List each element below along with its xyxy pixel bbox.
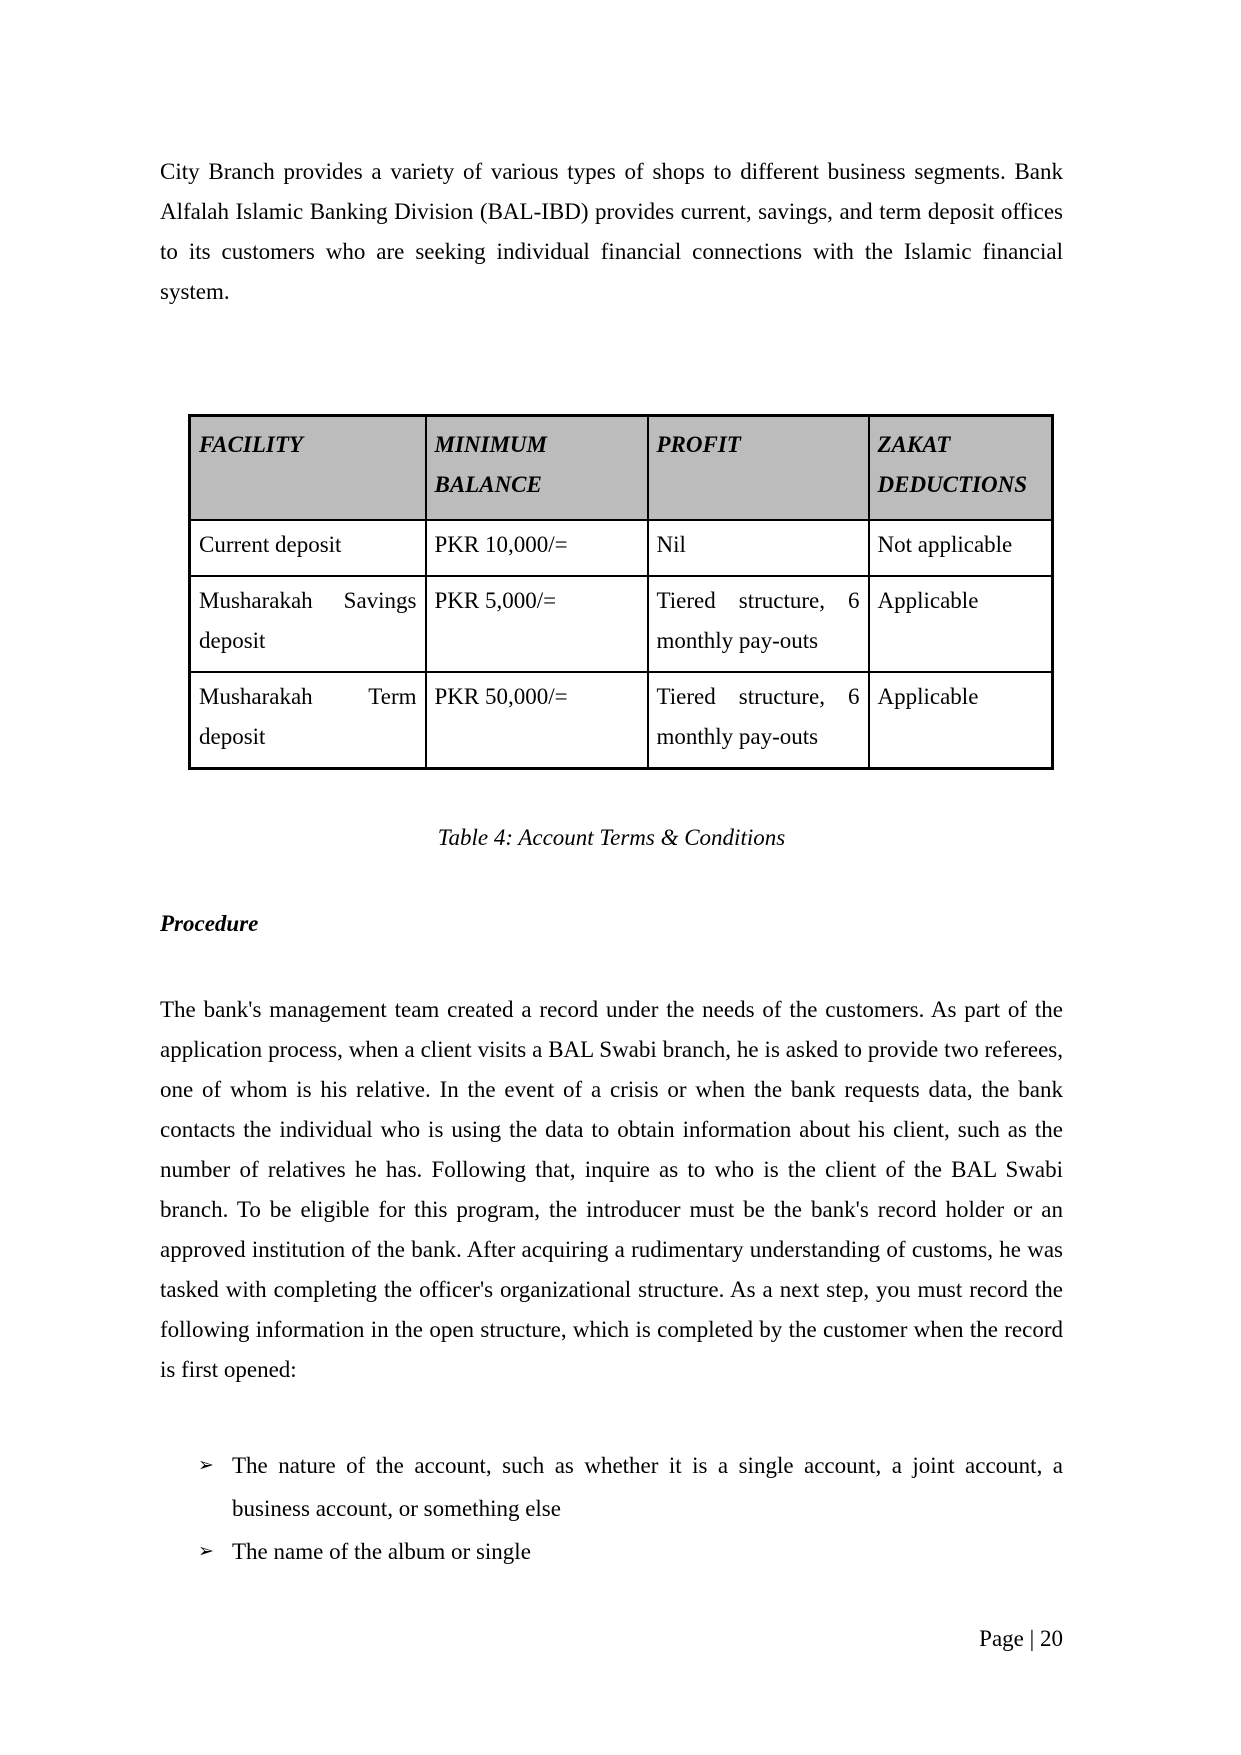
table-cell-minimum-balance: PKR 10,000/= <box>426 520 648 576</box>
section-heading-procedure: Procedure <box>160 911 259 936</box>
table-cell-minimum-balance: PKR 50,000/= <box>426 672 648 769</box>
bullet-item <box>160 1530 1063 1573</box>
account-terms-table <box>188 414 1054 770</box>
table-cell-facility: Musharakah Term deposit <box>190 672 426 769</box>
bullet-list <box>160 1444 1063 1573</box>
bullet-item-text: The name of the album or single <box>232 1539 531 1564</box>
bullet-item <box>160 1444 1063 1530</box>
table-cell-zakat: Applicable <box>869 576 1053 672</box>
table-cell-facility: Musharakah Savings deposit <box>190 576 426 672</box>
table-cell-facility: Current deposit <box>190 520 426 576</box>
table-row <box>190 576 1053 672</box>
arrow-bullet-icon: ➢ <box>198 1454 214 1476</box>
document-page <box>160 0 1063 1573</box>
page-number-footer: Page | 20 <box>979 1626 1063 1651</box>
bullet-item-text: The nature of the account, such as whether it is a single account, a joint account, a business account, or something else <box>232 1453 1063 1521</box>
table-row <box>190 520 1053 576</box>
table-cell-profit: Nil <box>648 520 869 576</box>
table-cell-zakat: Applicable <box>869 672 1053 769</box>
arrow-bullet-icon: ➢ <box>198 1540 214 1562</box>
table-cell-zakat: Not applicable <box>869 520 1053 576</box>
table-cell-profit: Tiered structure, 6 monthly pay-outs <box>648 576 869 672</box>
table-header-profit: PROFIT <box>648 416 869 521</box>
body-paragraph-2: The bank's management team created a record under the needs of the customers. As part of the application process, when a client visits a BAL Swabi branch, he is asked to provide two referees, one of whom is his relative. In the event of a crisis or when the bank requests data, the bank contacts the individual who is using the data to obtain information about his client, such as the number of relatives he has. Following that, inquire as to who is the client of the BAL Swabi branch. To be eligible for this program, the introducer must be the bank's record holder or an approved institution of the bank. After acquiring a rudimentary understanding of customs, he was tasked with completing the officer's organizational structure. As a next step, you must record the following information in the open structure, which is completed by the customer when the record is first opened: <box>160 997 1063 1382</box>
table-row <box>190 672 1053 769</box>
table-cell-minimum-balance: PKR 5,000/= <box>426 576 648 672</box>
table-header-facility: FACILITY <box>190 416 426 521</box>
table-header-minimum-balance: MINIMUM BALANCE <box>426 416 648 521</box>
table-header-zakat-deductions: ZAKAT DEDUCTIONS <box>869 416 1053 521</box>
table-caption: Table 4: Account Terms & Conditions <box>437 825 786 850</box>
body-paragraph-1: City Branch provides a variety of various types of shops to different business segments. Bank Alfalah Islamic Banking Division (BAL-IBD) provides current, savings, and term deposit offices to its customers who are seeking individual financial connections with the Islamic financial system. <box>160 159 1063 304</box>
table-header-row <box>190 416 1053 521</box>
table-cell-profit: Tiered structure, 6 monthly pay-outs <box>648 672 869 769</box>
